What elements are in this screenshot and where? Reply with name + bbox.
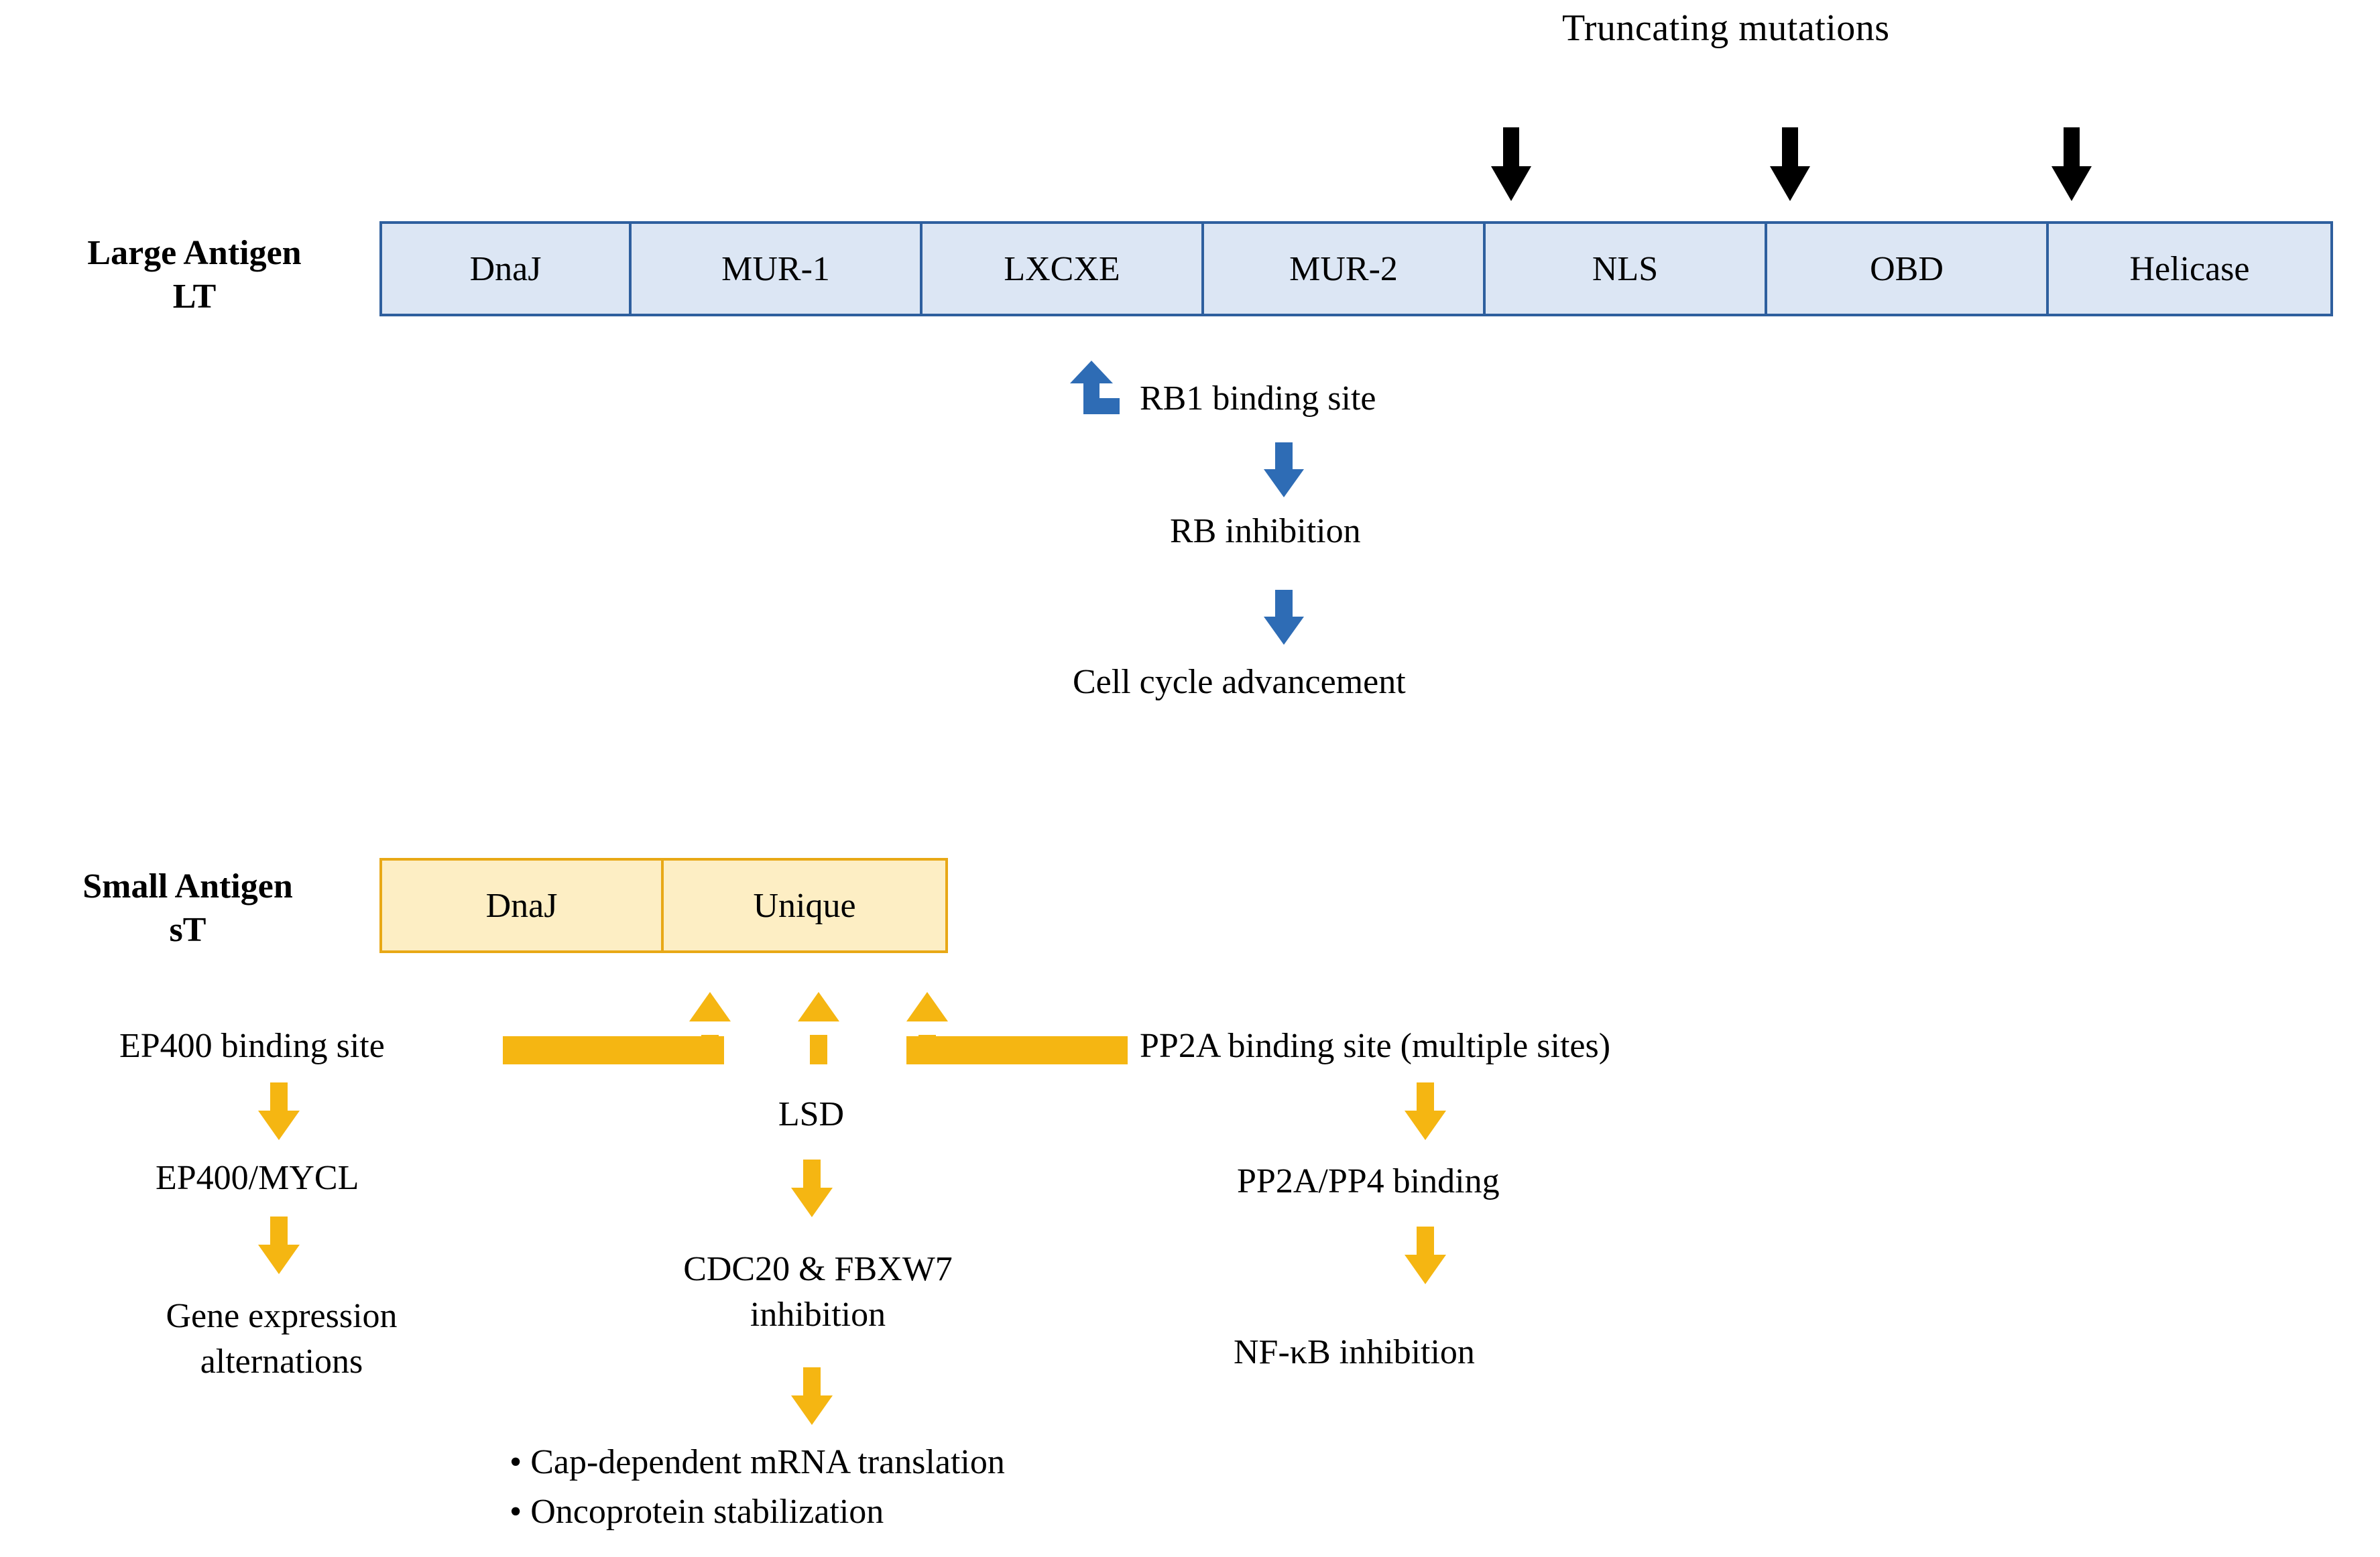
st-domain-unique[interactable]: Unique [664,861,945,950]
pp2a-connector-stub [1113,1036,1128,1064]
nfkb-inhibition-label: NF-κB inhibition [1234,1333,1475,1371]
small-antigen-label-line2: sT [169,911,206,949]
lt-domain-bar [379,221,2333,316]
lt-arrow-to-rb-inhibition [1264,442,1304,500]
lt-domain-helicase[interactable]: Helicase [2049,224,2330,314]
large-antigen-label-line1: Large Antigen [87,234,302,272]
st-domain-dnaj[interactable]: DnaJ [382,861,664,950]
lt-arrow-to-cell-cycle [1264,590,1304,647]
large-antigen-label [20,231,369,318]
ep400-arrow-2 [258,1217,300,1277]
rb1-binding-site-label: RB1 binding site [1140,379,1376,418]
lt-domain-lxcxe[interactable]: LXCXE [923,224,1204,314]
lt-domain-dnaj[interactable]: DnaJ [382,224,632,314]
outcome-oncoprotein: • Oncoprotein stabilization [510,1492,884,1531]
ep400-arrow-1 [258,1082,300,1143]
pp2a-arrow-1 [1405,1082,1446,1143]
small-antigen-label-line1: Small Antigen [82,867,293,906]
rb1-binding-elbow-arrow [1069,361,1129,421]
lsd-arrow-2 [791,1367,833,1428]
truncating-mutations-title: Truncating mutations [1562,7,1890,49]
small-antigen-label [13,865,362,952]
cell-cycle-advancement-label: Cell cycle advancement [1073,663,1406,701]
lsd-label: LSD [778,1095,845,1133]
middle-branch-outcomes [510,1438,1005,1537]
outcome-cap-dependent: • Cap-dependent mRNA translation [510,1443,1005,1481]
lt-domain-nls[interactable]: NLS [1486,224,1767,314]
gene-expression-line2: alternations [200,1342,363,1381]
pp2a-connector-horizontal-2 [906,1050,1128,1064]
truncating-mutation-arrow-2 [1770,127,1810,201]
pp2a-arrow-2 [1405,1227,1446,1287]
cdc20-line2: inhibition [750,1295,886,1334]
gene-expression-line1: Gene expression [166,1297,398,1335]
st-domain-bar [379,858,948,953]
lt-domain-mur1[interactable]: MUR-1 [632,224,923,314]
large-antigen-label-line2: LT [172,277,217,316]
gene-expression-alternations-label [114,1294,449,1384]
cdc20-fbxw7-inhibition-label [603,1247,1032,1337]
ep400-binding-site-label: EP400 binding site [119,1027,385,1065]
lsd-arrow-1 [791,1160,833,1220]
pp2a-connector-horizontal [906,1036,1128,1051]
lt-domain-mur2[interactable]: MUR-2 [1204,224,1486,314]
pp2a-pp4-binding-label: PP2A/PP4 binding [1237,1162,1500,1200]
ep400-mycl-label: EP400/MYCL [156,1159,359,1197]
lsd-up-arrow [798,992,839,1064]
truncating-mutation-arrow-1 [1491,127,1531,201]
lt-domain-obd[interactable]: OBD [1767,224,2049,314]
cdc20-line1: CDC20 & FBXW7 [683,1250,953,1288]
ep400-up-arrow [689,992,731,1064]
truncating-mutation-arrow-3 [2051,127,2092,201]
pp2a-binding-site-label: PP2A binding site (multiple sites) [1140,1027,1611,1065]
rb-inhibition-label: RB inhibition [1170,512,1361,550]
